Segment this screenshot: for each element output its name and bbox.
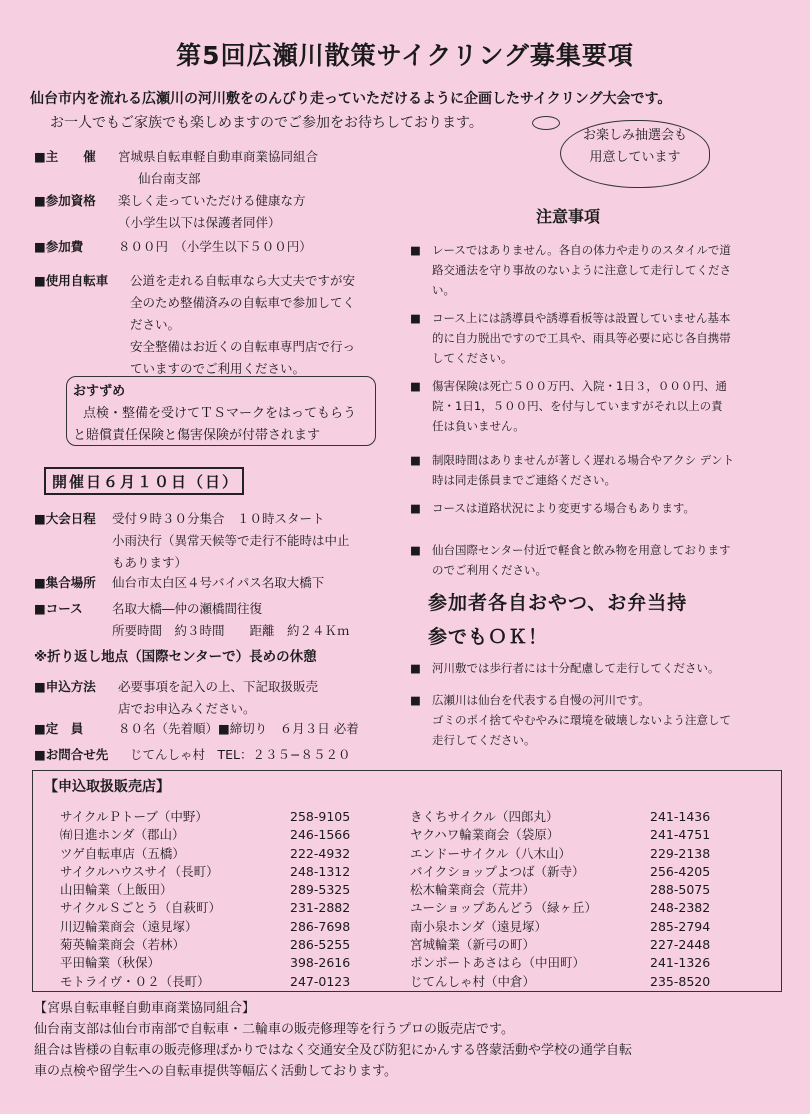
application-line-2: 店でお申込みください。: [118, 701, 256, 716]
bubble-line-2: 用意しています: [589, 150, 681, 165]
organizer-label: ■主 催: [34, 149, 96, 164]
shop-name: ポンポートあさはら（中田町）: [410, 955, 586, 971]
shop-row: [410, 808, 710, 826]
shop-row: [410, 973, 710, 991]
shop-name: ユーショップあんどう（緑ヶ丘）: [410, 900, 598, 916]
speech-bubble-tail: [532, 116, 560, 130]
bullet-icon: ■: [410, 693, 421, 707]
recommend-box: [66, 376, 376, 446]
eligibility-value: [118, 190, 408, 234]
shop-row: [410, 845, 710, 863]
shop-list-title: 【申込取扱販売店】: [44, 779, 170, 795]
capacity-label: ■定 員: [34, 721, 84, 736]
shop-tel: 235-8520: [650, 973, 711, 989]
course-label: ■コース: [34, 601, 83, 616]
bicycle-line-2: 全のため整備済みの自転車で参加してく: [130, 295, 356, 310]
shop-row: [410, 863, 710, 881]
course-row: [34, 598, 394, 638]
shop-tel: 241-1436: [650, 809, 711, 824]
bicycle-value: [130, 270, 420, 380]
shop-tel: 222-4932: [290, 845, 351, 861]
contact-label: ■お問合せ先: [34, 747, 109, 762]
caution-item: [410, 658, 750, 678]
caution-7-line-1: 河川敷では歩行者には十分配慮して走行してください。: [432, 661, 720, 675]
turnaround-note: ※折り返し地点（国際センターで）長めの休憩: [34, 649, 317, 665]
shop-tel: 241-1326: [650, 955, 711, 971]
eligibility-line-2: （小学生以下は保護者同伴）: [118, 215, 281, 230]
fee-row: [34, 236, 394, 258]
organizer-line-1: 宮城県自転車軽自動車商業協同組合: [118, 149, 319, 164]
shop-name: ツゲ自転車店（五橋）: [60, 845, 185, 861]
application-row: [34, 676, 394, 716]
shop-name: 平田輪業（秋保）: [60, 955, 161, 971]
shop-row: [60, 863, 350, 881]
bullet-icon: ■: [410, 501, 421, 515]
shop-name: バイクショップよつば（新寺）: [410, 863, 585, 879]
caution-item: [410, 376, 750, 436]
shop-name: 川辺輪業商会（遠見塚）: [60, 918, 198, 934]
capacity-row: [34, 718, 394, 740]
application-value: [118, 676, 408, 720]
meeting-place-label: ■集合場所: [34, 575, 96, 590]
shop-row: [60, 808, 350, 826]
shop-name: ㈲日進ホンダ（郡山）: [60, 827, 185, 843]
caution-6-line-2: のでご利用ください。: [432, 563, 547, 577]
caution-8-line-3: 走行してください。: [432, 733, 536, 747]
caution-item: [410, 540, 750, 580]
snacks-line-1: 参加者各自おやつ、お弁当持: [428, 592, 688, 614]
caution-heading: 注意事項: [536, 207, 601, 226]
shop-row: [410, 954, 710, 972]
shop-tel: 246-1566: [290, 827, 351, 843]
shop-name: サイクルＰトーブ（中野）: [60, 809, 208, 824]
application-label: ■申込方法: [34, 679, 96, 694]
shop-tel: 227-2448: [650, 937, 711, 953]
recommend-line-1: 点検・整備を受けてＴＳマークをはってもらう: [83, 406, 357, 421]
caution-item: [410, 450, 750, 490]
schedule-label: ■大会日程: [34, 511, 96, 526]
schedule-line-1: 受付９時３０分集合 １０時スタート: [112, 511, 325, 526]
contact-value: じてんしゃ村 TEL：２３５−８５２０: [130, 747, 351, 762]
shop-tel: 398-2616: [290, 955, 351, 971]
recommend-line-2: と賠償責任保険と傷害保険が付帯されます: [73, 428, 321, 443]
shop-name: きくちサイクル（四郎丸）: [410, 809, 559, 824]
shop-name: じてんしゃ村（中倉）: [410, 973, 536, 989]
shop-tel: 289-5325: [290, 882, 351, 898]
shop-list-right: [410, 808, 710, 991]
caution-5-line-1: コースは道路状況により変更する場合もあります。: [432, 501, 696, 515]
shop-row: [60, 973, 350, 991]
intro-line-2: お一人でもご家族でも楽しめますのでご参加をお待ちしております。: [50, 115, 483, 131]
caution-3-line-3: 任は負いません。: [432, 419, 525, 433]
caution-item: [410, 240, 750, 300]
shop-row: [410, 936, 710, 954]
shop-row: [60, 899, 350, 917]
shop-tel: 286-7698: [290, 918, 351, 934]
bullet-icon: ■: [410, 379, 421, 393]
shop-name: エンドーサイクル（八木山）: [410, 845, 572, 861]
shop-row: [410, 826, 710, 844]
recommend-title: おすずめ: [73, 384, 126, 399]
shop-tel: 286-5255: [290, 937, 351, 953]
caution-2-line-1: コース上には誘導員や誘導看板等は設置していません基本: [432, 311, 731, 325]
caution-8-line-1: 広瀬川は仙台を代表する自慢の河川です。: [432, 693, 650, 707]
caution-1-line-3: い。: [432, 283, 455, 297]
bicycle-line-5: ていますのでご利用ください。: [130, 361, 306, 376]
bubble-line-1: お楽しみ抽選会も: [582, 128, 687, 143]
shop-row: [60, 918, 350, 936]
caution-3-line-2: 院・1日1，５００円、を付与していますがそれ以上の責: [432, 399, 723, 413]
shop-name: 松木輪業商会（荒井）: [410, 882, 536, 898]
bullet-icon: ■: [410, 311, 421, 325]
intro-line-1: 仙台市内を流れる広瀬川の河川敷をのんびり走っていただけるように企画したサイクリング大会です。: [30, 91, 672, 107]
footer-line-4: 車の点検や留学生への自転車提供等幅広く活動しております。: [34, 1064, 397, 1079]
eligibility-line-1: 楽しく走っていただける健康な方: [118, 193, 306, 208]
eligibility-row: [34, 190, 394, 230]
shop-row: [60, 936, 350, 954]
shop-name: モトライヴ・０２（長町）: [60, 973, 210, 989]
shop-row: [60, 826, 350, 844]
course-line-2: 所要時間 約３時間 距離 約２４Ｋｍ: [112, 623, 350, 638]
caution-3-line-1: 傷害保険は死亡５００万円、入院・1日３，０００円、通: [432, 379, 727, 393]
capacity-value: ８０名（先着順）■締切り ６月３日 必着: [118, 721, 359, 736]
shop-name: 山田輪業（上飯田）: [60, 882, 173, 898]
schedule-value: [112, 508, 402, 574]
shop-name: ヤクハワ輪業商会（袋原）: [410, 827, 560, 843]
bicycle-label: ■使用自転車: [34, 273, 109, 288]
bicycle-line-3: ださい。: [130, 317, 181, 332]
eligibility-label: ■参加資格: [34, 193, 96, 208]
footer-line-3: 組合は皆様の自転車の販売修理ばかりではなく交通安全及び防犯にかんする啓蒙活動や学校の通学自転: [34, 1043, 633, 1058]
snacks-line-2: 参でもＯＫ！: [428, 626, 549, 648]
event-date: 開催日６月１０日（日）: [44, 467, 244, 495]
shop-row: [410, 899, 710, 917]
bicycle-line-1: 公道を走れる自転車なら大丈夫ですが安: [130, 273, 356, 288]
shop-tel: 248-1312: [290, 863, 351, 879]
meeting-place-value: 仙台市太白区４号バイパス名取大橋下: [112, 575, 325, 590]
shop-row: [60, 881, 350, 899]
schedule-line-3: もあります）: [112, 555, 188, 570]
schedule-line-2: 小雨決行（異常天候等で走行不能時は中止: [112, 533, 350, 548]
shop-name: 宮城輪業（新弓の町）: [410, 937, 536, 953]
organizer-line-2: 仙台南支部: [138, 171, 201, 186]
lottery-bubble: [560, 120, 710, 188]
caution-8-line-2: ゴミのポイ捨てやむやみに環境を破壊しないよう注意して: [432, 713, 731, 727]
shop-tel: 229-2138: [650, 845, 711, 861]
fee-value: ８００円 （小学生以下５００円）: [118, 239, 312, 254]
organizer-row: [34, 146, 394, 186]
caution-4-line-2: 時は同走係員までご連絡ください。: [432, 473, 616, 487]
caution-item: [410, 690, 750, 750]
caution-4-line-1: 制限時間はありませんが著しく遅れる場合やアクシ デント: [432, 453, 735, 467]
shop-row: [410, 918, 710, 936]
application-line-1: 必要事項を記入の上、下記取扱販売: [118, 679, 319, 694]
shop-tel: 248-2382: [650, 900, 711, 916]
shop-tel: 258-9105: [290, 809, 351, 824]
contact-row: [34, 744, 394, 766]
course-line-1: 名取大橋―仲の瀬橋間往復: [112, 601, 263, 616]
meeting-place-row: [34, 572, 394, 594]
bullet-icon: ■: [410, 661, 421, 675]
shop-name: サイクルハウスサイ（長町）: [60, 863, 219, 879]
fee-label: ■参加費: [34, 239, 84, 254]
shop-name: 南小泉ホンダ（遠見塚）: [410, 918, 548, 934]
shop-list-left: [60, 808, 350, 991]
shop-tel: 256-4205: [650, 863, 711, 879]
organizer-value: [118, 146, 408, 190]
shop-tel: 285-2794: [650, 918, 711, 934]
schedule-row: [34, 508, 394, 570]
page-title: 第5回広瀬川散策サイクリング募集要項: [176, 41, 634, 70]
course-value: [112, 598, 402, 642]
shop-tel: 231-2882: [290, 900, 351, 916]
caution-2-line-3: してください。: [432, 351, 513, 365]
shop-tel: 288-5075: [650, 882, 711, 898]
shop-name: 菊英輪業商会（若林）: [60, 937, 186, 953]
bicycle-row: [34, 270, 394, 376]
footer-line-2: 仙台南支部は仙台市南部で自転車・二輪車の販売修理等を行うプロの販売店です。: [34, 1022, 514, 1037]
bullet-icon: ■: [410, 243, 421, 257]
caution-1-line-1: レースではありません。各自の体力や走りのスタイルで道: [432, 243, 731, 257]
shop-tel: 247-0123: [290, 973, 351, 989]
shop-name: サイクルＳごとう（自萩町）: [60, 900, 222, 916]
shop-row: [410, 881, 710, 899]
caution-item: [410, 498, 750, 518]
caution-1-line-2: 路交通法を守り事故のないように注意して走行してくださ: [432, 263, 731, 277]
bullet-icon: ■: [410, 453, 421, 467]
shop-row: [60, 954, 350, 972]
caution-item: [410, 308, 750, 368]
shop-row: [60, 845, 350, 863]
caution-2-line-2: 的に自力脱出ですので工具や、雨具等必要に応じ各自携帯: [432, 331, 731, 345]
footer-heading: 【宮県自転車軽自動車商業協同組合】: [34, 1001, 256, 1016]
caution-6-line-1: 仙台国際センター付近で軽食と飲み物を用意しております: [432, 543, 731, 557]
bicycle-line-4: 安全整備はお近くの自転車専門店で行っ: [130, 339, 356, 354]
shop-tel: 241-4751: [650, 827, 711, 843]
bullet-icon: ■: [410, 543, 421, 557]
